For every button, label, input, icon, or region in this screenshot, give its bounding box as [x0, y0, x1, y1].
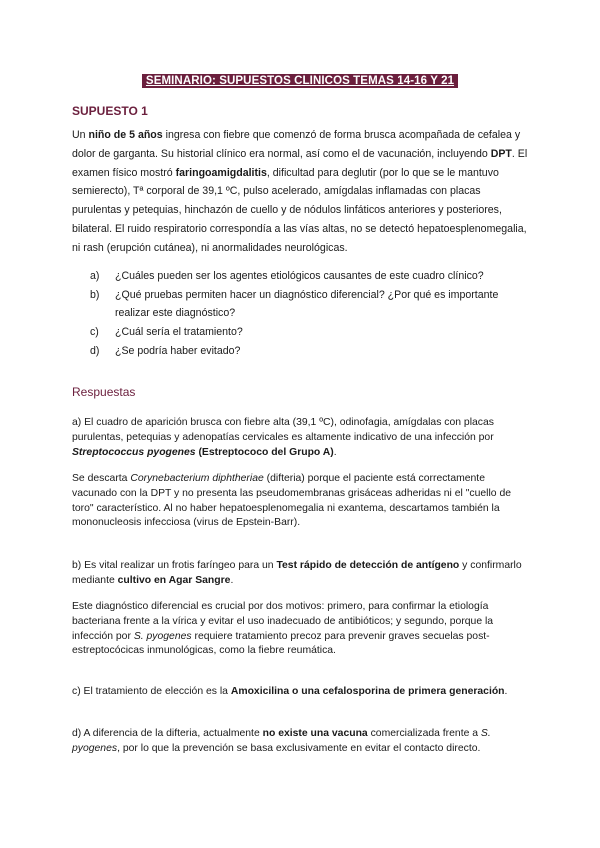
answer-b1-text-3: . [230, 574, 234, 586]
answer-c-text-1: c) El tratamiento de elección es la [72, 686, 231, 697]
answer-b2-text-1: Este diagnóstico diferencial es crucial por dos motivos: primero, para confirmar la etiología bacteriana frente a la vírica y evitar el uso inadecuado de antibióticos; y segundo, porque la infección por [72, 601, 494, 642]
question-marker: d) [90, 344, 100, 357]
answer-a1-text-2: . [333, 446, 337, 458]
answer-d-text-1: d) A diferencia de la difteria, actualmente [72, 728, 263, 739]
title-wrapper [0, 71, 600, 89]
case-text-3: . El examen físico mostró [72, 147, 528, 179]
answer-b1-test: Test rápido de detección de antígeno [276, 560, 460, 571]
answer-b2-species: S. pyogenes [133, 630, 192, 642]
answer-d-paragraph [72, 727, 528, 757]
question-list [90, 268, 520, 362]
case-description [72, 126, 528, 258]
answer-a1-group: (Estreptococo del Grupo A) [195, 446, 334, 458]
answer-b-paragraph-1 [72, 559, 528, 589]
answer-c-text-2: . [504, 686, 508, 697]
answer-a-paragraph-1 [72, 416, 528, 460]
answer-a1-species: Streptococcus pyogenes [72, 446, 196, 458]
case-heading: SUPUESTO 1 [72, 104, 148, 118]
question-text: ¿Se podría haber evitado? [115, 344, 241, 357]
question-item [90, 287, 520, 322]
answer-b1-culture: cultivo en Agar Sangre [117, 574, 231, 586]
answer-b1-text-1: b) Es vital realizar un frotis faríngeo para un [72, 560, 277, 571]
question-item [90, 324, 520, 342]
document-title: SEMINARIO: SUPUESTOS CLINICOS TEMAS 14-16 Y 21 [142, 74, 458, 88]
answer-d-text-3: , por lo que la prevención se basa exclusivamente en evitar el contacto directo. [117, 742, 481, 754]
case-text-1: Un [72, 129, 89, 141]
answer-a2-species: Corynebacterium diphtheriae [130, 473, 264, 484]
answer-c-paragraph [72, 685, 528, 700]
case-bold-dpt: DPT [490, 147, 512, 160]
question-text: ¿Cuáles pueden ser los agentes etiológicos causantes de este cuadro clínico? [115, 270, 484, 282]
answer-b1-text-2: y confirmarlo mediante [72, 560, 522, 586]
answer-a2-text-1: Se descarta [72, 473, 131, 484]
question-text: ¿Cuál sería el tratamiento? [115, 325, 243, 338]
answer-b-paragraph-2 [72, 600, 528, 659]
question-item [90, 343, 520, 361]
question-marker: a) [90, 270, 100, 282]
answer-d-no-vaccine: no existe una vacuna [262, 728, 368, 739]
question-text: ¿Qué pruebas permiten hacer un diagnóstico diferencial? ¿Por qué es importante realizar este diagnóstico? [115, 289, 499, 319]
answer-a1-text-1: a) El cuadro de aparición brusca con fiebre alta (39,1 ºC), odinofagia, amígdalas con placas purulentas, petequias y adenopatías cervicales es altamente indicativo de una infección por [72, 417, 494, 443]
answer-c-treatment: Amoxicilina o una cefalosporina de primera generación [230, 686, 505, 697]
case-bold-age: niño de 5 años [88, 129, 163, 141]
question-marker: c) [90, 325, 99, 338]
answers-heading: Respuestas [72, 385, 136, 399]
answer-a2-text-2: (difteria) porque el paciente está correctamente vacunado con la DPT y no presenta las pseudomembranas grisáceas adheridas ni el "cuello de toro" característico. Al no haber hepatoesplenomegalia ni exantema, descartamos también la mononucleosis infecciosa (virus de Epstein-Barr). [72, 473, 512, 529]
answer-b2-text-2: requiere tratamiento precoz para prevenir graves secuelas post-estreptocócicas inmunológicas, como la fiebre reumática. [72, 630, 490, 657]
question-item [90, 268, 520, 286]
answer-d-text-2: comercializada frente a [367, 728, 481, 739]
answer-a-paragraph-2 [72, 472, 528, 531]
case-text-2: ingresa con fiebre que comenzó de forma brusca acompañada de cefalea y dolor de garganta. Su historial clínico era normal, así como el de vacunación, incluyendo [72, 129, 521, 160]
case-bold-diagnosis: faringoamigdalitis [175, 166, 267, 179]
answer-d-species: S. pyogenes [72, 728, 491, 754]
question-marker: b) [90, 289, 100, 301]
case-text-4: , dificultad para deglutir (por lo que se le mantuvo semierecto), Tª corporal de 39,1 ºC, pulso acelerado, amígdalas inflamadas con placas purulentas y petequias, hinchazón de cuello y de nódulos linfáticos anteriores y posteriores, bilateral. El ruido respiratorio correspondía a las vías altas, no se detectó hepatoesplenomegalia, ni rash (erupción cutánea), ni anormalidades neurológicas. [72, 166, 527, 254]
